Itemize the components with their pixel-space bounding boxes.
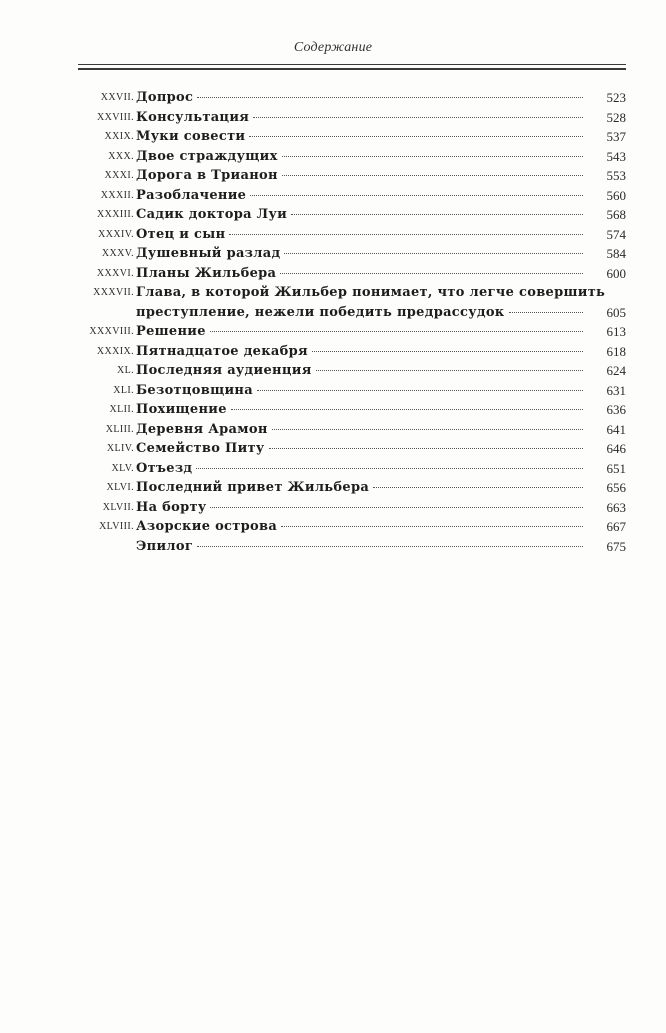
page-number: 651 [606,460,626,476]
dot-leader [231,409,583,410]
chapter-number: XLI. [113,384,134,396]
toc-entry [78,205,626,225]
dot-leader [253,117,583,118]
title-leader-wrap [136,205,586,225]
title-leader-wrap [136,147,586,167]
chapter-number: XXXI. [104,170,134,181]
dot-leader [282,156,583,157]
chapter-number: XXXII. [100,189,134,201]
dot-leader [316,370,583,371]
dot-leader [250,195,583,196]
page-number: 641 [606,421,626,437]
toc-entry [78,283,626,322]
title-leader-wrap [136,439,586,459]
toc-entry [78,517,626,537]
chapter-title: Азорские острова [136,519,278,534]
chapter-title: Последняя аудиенция [136,363,312,378]
toc-entry [78,537,626,557]
toc-entry [78,400,626,420]
chapter-number: XLIV. [106,443,134,454]
toc-entry [78,478,626,498]
toc-entry [78,459,626,479]
chapter-title: Муки совести [136,129,246,144]
dot-leader [272,429,583,430]
chapter-title: Консультация [136,109,250,125]
chapter-number: XXXIII. [97,209,134,220]
chapter-title-line1: Глава, в которой Жильбер понимает, что легче совершить [136,285,606,300]
page-number: 631 [606,382,626,398]
chapter-number: XXVII. [100,92,134,103]
dot-leader [229,234,583,235]
page-number: 646 [606,441,626,456]
dot-leader [269,448,583,449]
table-of-contents [78,88,626,556]
header-rule-thin [78,64,626,65]
chapter-number: XLII. [109,404,134,415]
chapter-number: XLVIII. [99,521,134,532]
page-number: 663 [606,499,626,515]
dot-leader [291,214,583,215]
chapter-title: Садик доктора Луи [136,207,288,222]
title-leader-wrap [136,537,586,557]
page-number: 613 [606,324,626,339]
chapter-number: XXXV. [101,248,134,259]
dot-leader [284,253,583,254]
title-leader-wrap [136,225,586,245]
chapter-number: XL. [116,365,134,376]
dot-leader [196,468,583,469]
toc-entry [78,147,626,167]
page-number: 584 [606,246,626,261]
chapter-number: XXX. [108,150,134,162]
header-rule-thick [78,68,626,70]
page-number: 528 [606,109,626,125]
chapter-number: XXXIX. [96,345,134,357]
chapter-title: Пятнадцатое декабря [136,343,308,359]
chapter-number: XXXVII. [93,287,134,298]
page-number: 618 [606,343,626,359]
toc-entry [78,264,626,284]
toc-entry [78,361,626,381]
title-leader-wrap [136,400,586,420]
chapter-number: XXXVIII. [89,326,134,337]
chapter-title: Эпилог [136,538,194,554]
title-leader-wrap [136,108,586,128]
chapter-title: Разоблачение [136,187,247,203]
dot-leader [210,331,583,332]
page-number: 656 [606,480,626,495]
chapter-title: Похищение [136,402,227,417]
page-number: 636 [606,402,626,417]
dot-leader [197,97,583,98]
title-leader-wrap [136,342,586,362]
title-leader-wrap [136,303,586,323]
chapter-number: XLV. [111,462,134,474]
page-number: 568 [606,207,626,222]
page-number: 605 [606,304,626,320]
title-leader-wrap [136,322,586,342]
toc-entry [78,381,626,401]
toc-entry [78,108,626,128]
toc-entry [78,420,626,440]
chapter-number: XXIX. [104,131,134,142]
chapter-title: Решение [136,324,206,339]
page-number: 574 [606,226,626,242]
page-number: 600 [606,265,626,281]
title-leader-wrap [136,127,586,147]
title-leader-wrap [136,361,586,381]
title-leader-wrap [136,420,586,440]
chapter-title: Дорога в Трианон [136,168,278,183]
title-leader-wrap [136,88,586,108]
dot-leader [509,312,584,313]
page-number: 543 [606,148,626,164]
title-leader-wrap [136,517,586,537]
chapter-title: На борту [136,499,207,515]
page-number: 560 [606,187,626,203]
running-head: Содержание [293,40,373,55]
toc-entry [78,225,626,245]
chapter-number: XXXIV. [98,228,134,240]
chapter-title: преступление, нежели победить предрассудок [136,304,505,320]
chapter-title: Безотцовщина [136,382,253,398]
title-leader-wrap [136,166,586,186]
dot-leader [249,136,583,137]
chapter-title: Отъезд [136,460,193,476]
chapter-number: XLIII. [105,423,134,435]
dot-leader [281,526,583,527]
chapter-title: Отец и сын [136,226,226,242]
chapter-title: Допрос [136,90,194,105]
dot-leader [373,487,583,488]
chapter-number: XXVIII. [97,111,134,123]
chapter-number: XLVII. [102,501,134,513]
chapter-title: Деревня Арамон [136,421,268,437]
dot-leader [280,273,583,274]
toc-entry [78,439,626,459]
chapter-title: Последний привет Жильбера [136,480,370,495]
chapter-number: XLVI. [106,482,134,493]
page-number: 537 [606,129,626,144]
toc-entry [78,186,626,206]
title-leader-wrap [136,264,586,284]
dot-leader [312,351,583,352]
page-number: 667 [606,519,626,534]
toc-entry [78,342,626,362]
chapter-number: XXXVI. [96,267,134,279]
dot-leader [282,175,583,176]
title-leader-wrap [136,459,586,479]
toc-entry [78,88,626,108]
toc-entry [78,166,626,186]
title-leader-wrap [136,478,586,498]
toc-entry [78,244,626,264]
title-leader-wrap [136,244,586,264]
chapter-title: Планы Жильбера [136,265,277,281]
chapter-title: Семейство Питу [136,441,265,456]
page-number: 523 [606,90,626,105]
title-leader-wrap [136,498,586,518]
toc-entry [78,498,626,518]
dot-leader [210,507,583,508]
dot-leader [257,390,583,391]
dot-leader [197,546,583,547]
chapter-title: Двое страждущих [136,148,278,164]
page-number: 553 [606,168,626,183]
chapter-title: Душевный разлад [136,246,281,261]
page-number: 624 [606,363,626,378]
page-number: 675 [606,538,626,554]
title-leader-wrap [136,381,586,401]
toc-entry [78,322,626,342]
title-leader-wrap [136,186,586,206]
toc-entry [78,127,626,147]
